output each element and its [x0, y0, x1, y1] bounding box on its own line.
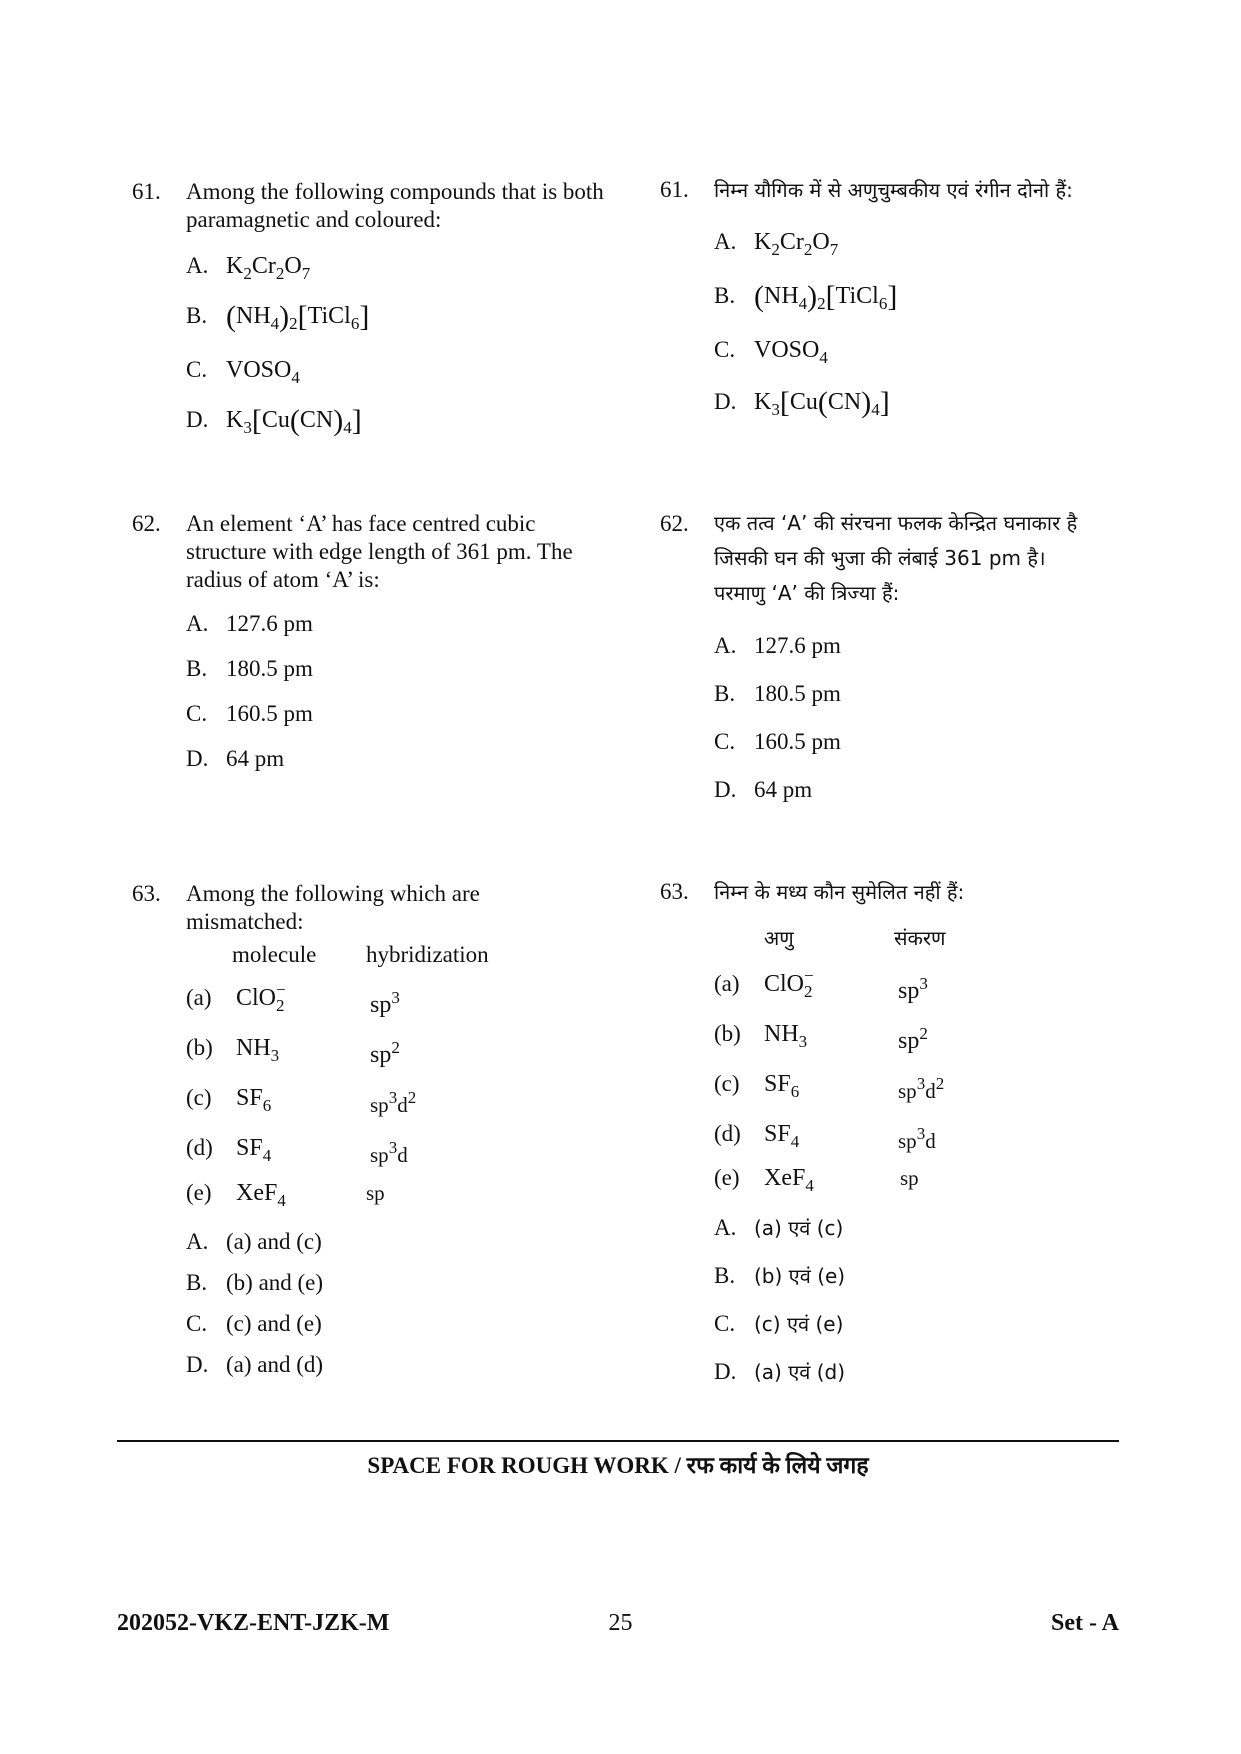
option-d: D. 64 pm: [714, 777, 813, 802]
question-stem: Among the following compounds that is both paramagnetic and coloured:: [186, 179, 604, 232]
question-number: 61.: [660, 177, 689, 202]
col-header-hybridization: संकरण: [894, 926, 946, 950]
option-b: B. (b) एवं (e): [714, 1263, 846, 1288]
option-b: B. $(NH_4)_2[TiCl_6]$: [714, 280, 898, 313]
col-header-molecule: अणु: [764, 926, 794, 950]
question-number: 61.: [132, 179, 161, 204]
option-b: B. (b) and (e): [186, 1270, 324, 1295]
question-stem: निम्न यौगिक में से अणुचुम्बकीय एवं रंगीन दोनो हैं:: [714, 178, 1073, 202]
question-number: 62.: [660, 511, 689, 536]
option-d: D. $K_3[Cu(CN)_4]$: [186, 404, 362, 437]
rough-work-divider: [117, 1440, 1119, 1442]
question-number: 63.: [132, 881, 161, 906]
question-number: 62.: [132, 511, 161, 536]
option-c: C. $VOSO_4$: [186, 357, 300, 387]
question-number: 63.: [660, 879, 689, 904]
option-a: A. 127.6 pm: [186, 611, 313, 636]
set-label: Set - A: [1051, 1610, 1119, 1636]
option-c: C. (c) and (e): [186, 1311, 322, 1336]
option-a: A. $K_2Cr_2O_7$: [714, 229, 839, 259]
option-b: B. 180.5 pm: [714, 681, 841, 706]
option-a: A. (a) and (c): [186, 1229, 322, 1254]
page-number: 25: [608, 1610, 633, 1636]
col-header-molecule: molecule: [232, 942, 317, 967]
question-stem: एक तत्व ‘A’ की संरचना फलक केन्द्रित घनाकार है जिसकी घन की भुजा की लंबाई 361 pm है। परमाणु ‘A’ की त्रिज्या हैं:: [714, 511, 1078, 605]
option-a: A. 127.6 pm: [714, 633, 841, 658]
option-c: C. 160.5 pm: [186, 701, 313, 726]
rough-work-heading: SPACE FOR ROUGH WORK / रफ कार्य के लिये जगह: [367, 1453, 869, 1478]
option-a: A. $K_2Cr_2O_7$: [186, 253, 311, 283]
question-stem: An element ‘A’ has face centred cubic structure with edge length of 361 pm. The radius of atom ‘A’ is:: [186, 511, 573, 592]
col-header-hybridization: hybridization: [366, 942, 489, 967]
option-b: B. 180.5 pm: [186, 656, 313, 681]
option-b: B. $(NH_4)_2[TiCl_6]$: [186, 300, 370, 333]
option-a: A. (a) एवं (c): [714, 1215, 844, 1240]
option-d: D. (a) and (d): [186, 1352, 324, 1377]
option-c: C. (c) एवं (e): [714, 1311, 844, 1336]
paper-code: 202052-VKZ-ENT-JZK-M: [117, 1610, 390, 1636]
option-c: C. 160.5 pm: [714, 729, 841, 754]
option-d: D. 64 pm: [186, 746, 285, 771]
option-c: C. $VOSO_4$: [714, 337, 828, 367]
option-d: D. (a) एवं (d): [714, 1359, 846, 1384]
question-stem: निम्न के मध्य कौन सुमेलित नहीं हैं:: [714, 880, 965, 904]
option-d: D. $K_3[Cu(CN)_4]$: [714, 386, 890, 419]
question-stem: Among the following which are mismatched:: [186, 881, 480, 934]
